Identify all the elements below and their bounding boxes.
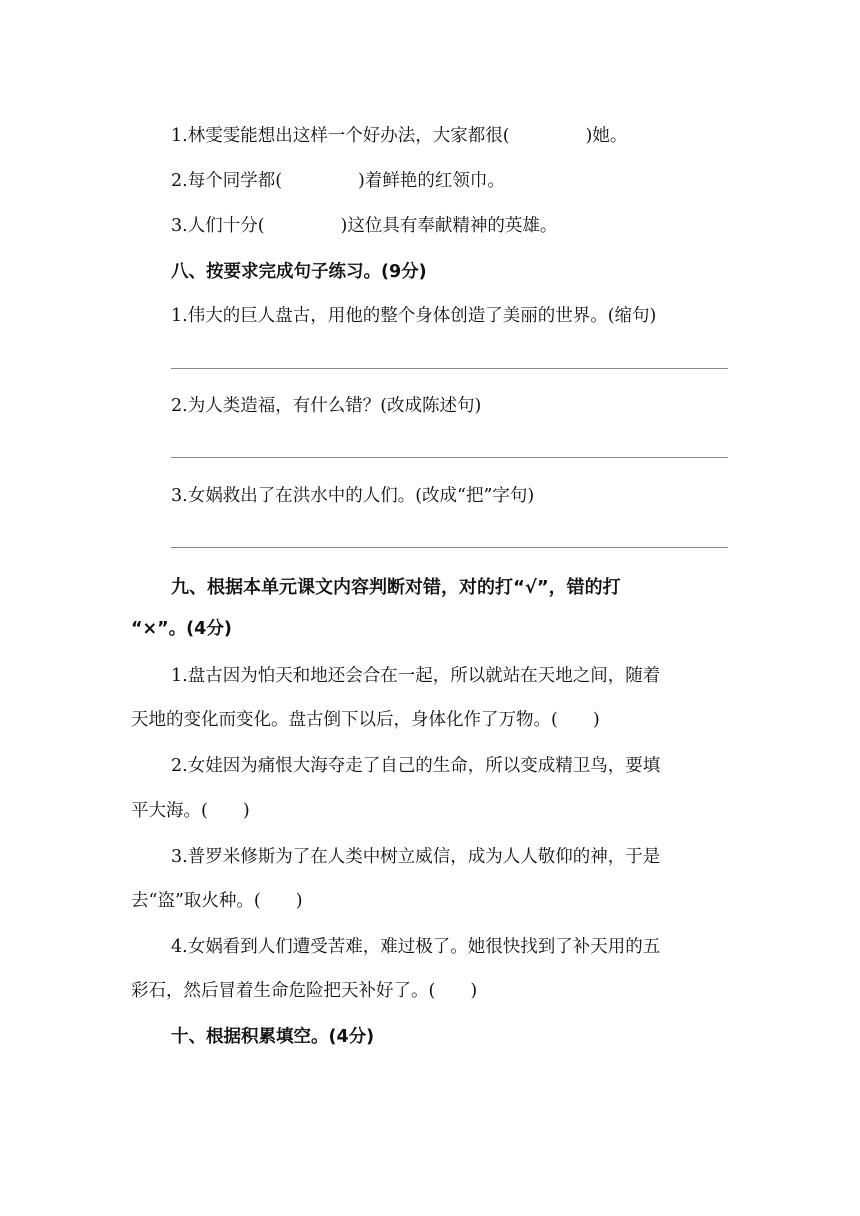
section9-question-4-line-1: 4.女娲看到人们遭受苦难，难过极了。她很快找到了补天用的五 bbox=[171, 937, 661, 957]
question-text: 2.每个同学都( bbox=[171, 171, 283, 191]
section7-question-2 bbox=[171, 167, 505, 192]
answer-line-2[interactable] bbox=[171, 457, 728, 458]
section9-question-4-line-2: 彩石，然后冒着生命危险把天补好了。( ) bbox=[131, 981, 478, 1001]
section8-heading: 八、按要求完成句子练习。(9分) bbox=[171, 262, 427, 282]
answer-line-1[interactable] bbox=[171, 368, 728, 369]
section8-question-1: 1.伟大的巨人盘古，用他的整个身体创造了美丽的世界。(缩句) bbox=[171, 306, 657, 326]
question-text-end: )这位具有奉献精神的英雄。 bbox=[340, 216, 558, 236]
section8-question-3: 3.女娲救出了在洪水中的人们。(改成“把”字句) bbox=[171, 486, 535, 506]
section7-question-3 bbox=[171, 212, 557, 237]
section10-heading: 十、根据积累填空。(4分) bbox=[171, 1027, 375, 1047]
section9-heading-line-1: 九、根据本单元课文内容判断对错，对的打“√”，错的打 bbox=[171, 577, 621, 598]
question-text-end: )她。 bbox=[585, 126, 628, 146]
section9-question-2-line-2: 平大海。( ) bbox=[131, 801, 250, 821]
section9-question-1-line-1: 1.盘古因为怕天和地还会合在一起，所以就站在天地之间，随着 bbox=[171, 666, 661, 686]
section9-question-1-line-2: 天地的变化而变化。盘古倒下以后，身体化作了万物。( ) bbox=[131, 710, 600, 730]
answer-line-3[interactable] bbox=[171, 547, 728, 548]
section9-heading-line-2: “×”。(4分) bbox=[131, 619, 232, 639]
question-text: 3.人们十分( bbox=[171, 216, 265, 236]
section9-question-3-line-1: 3.普罗米修斯为了在人类中树立威信，成为人人敬仰的神，于是 bbox=[171, 847, 661, 867]
section7-question-1 bbox=[171, 122, 627, 147]
section8-question-2: 2.为人类造福，有什么错？(改成陈述句) bbox=[171, 396, 482, 416]
question-text: 1.林雯雯能想出这样一个好办法，大家都很( bbox=[171, 126, 510, 146]
section9-question-3-line-2: 去“盗”取火种。( ) bbox=[131, 891, 303, 911]
section9-question-2-line-1: 2.女娃因为痛恨大海夺走了自己的生命，所以变成精卫鸟，要填 bbox=[171, 756, 661, 776]
question-text-end: )着鲜艳的红领巾。 bbox=[358, 171, 505, 191]
